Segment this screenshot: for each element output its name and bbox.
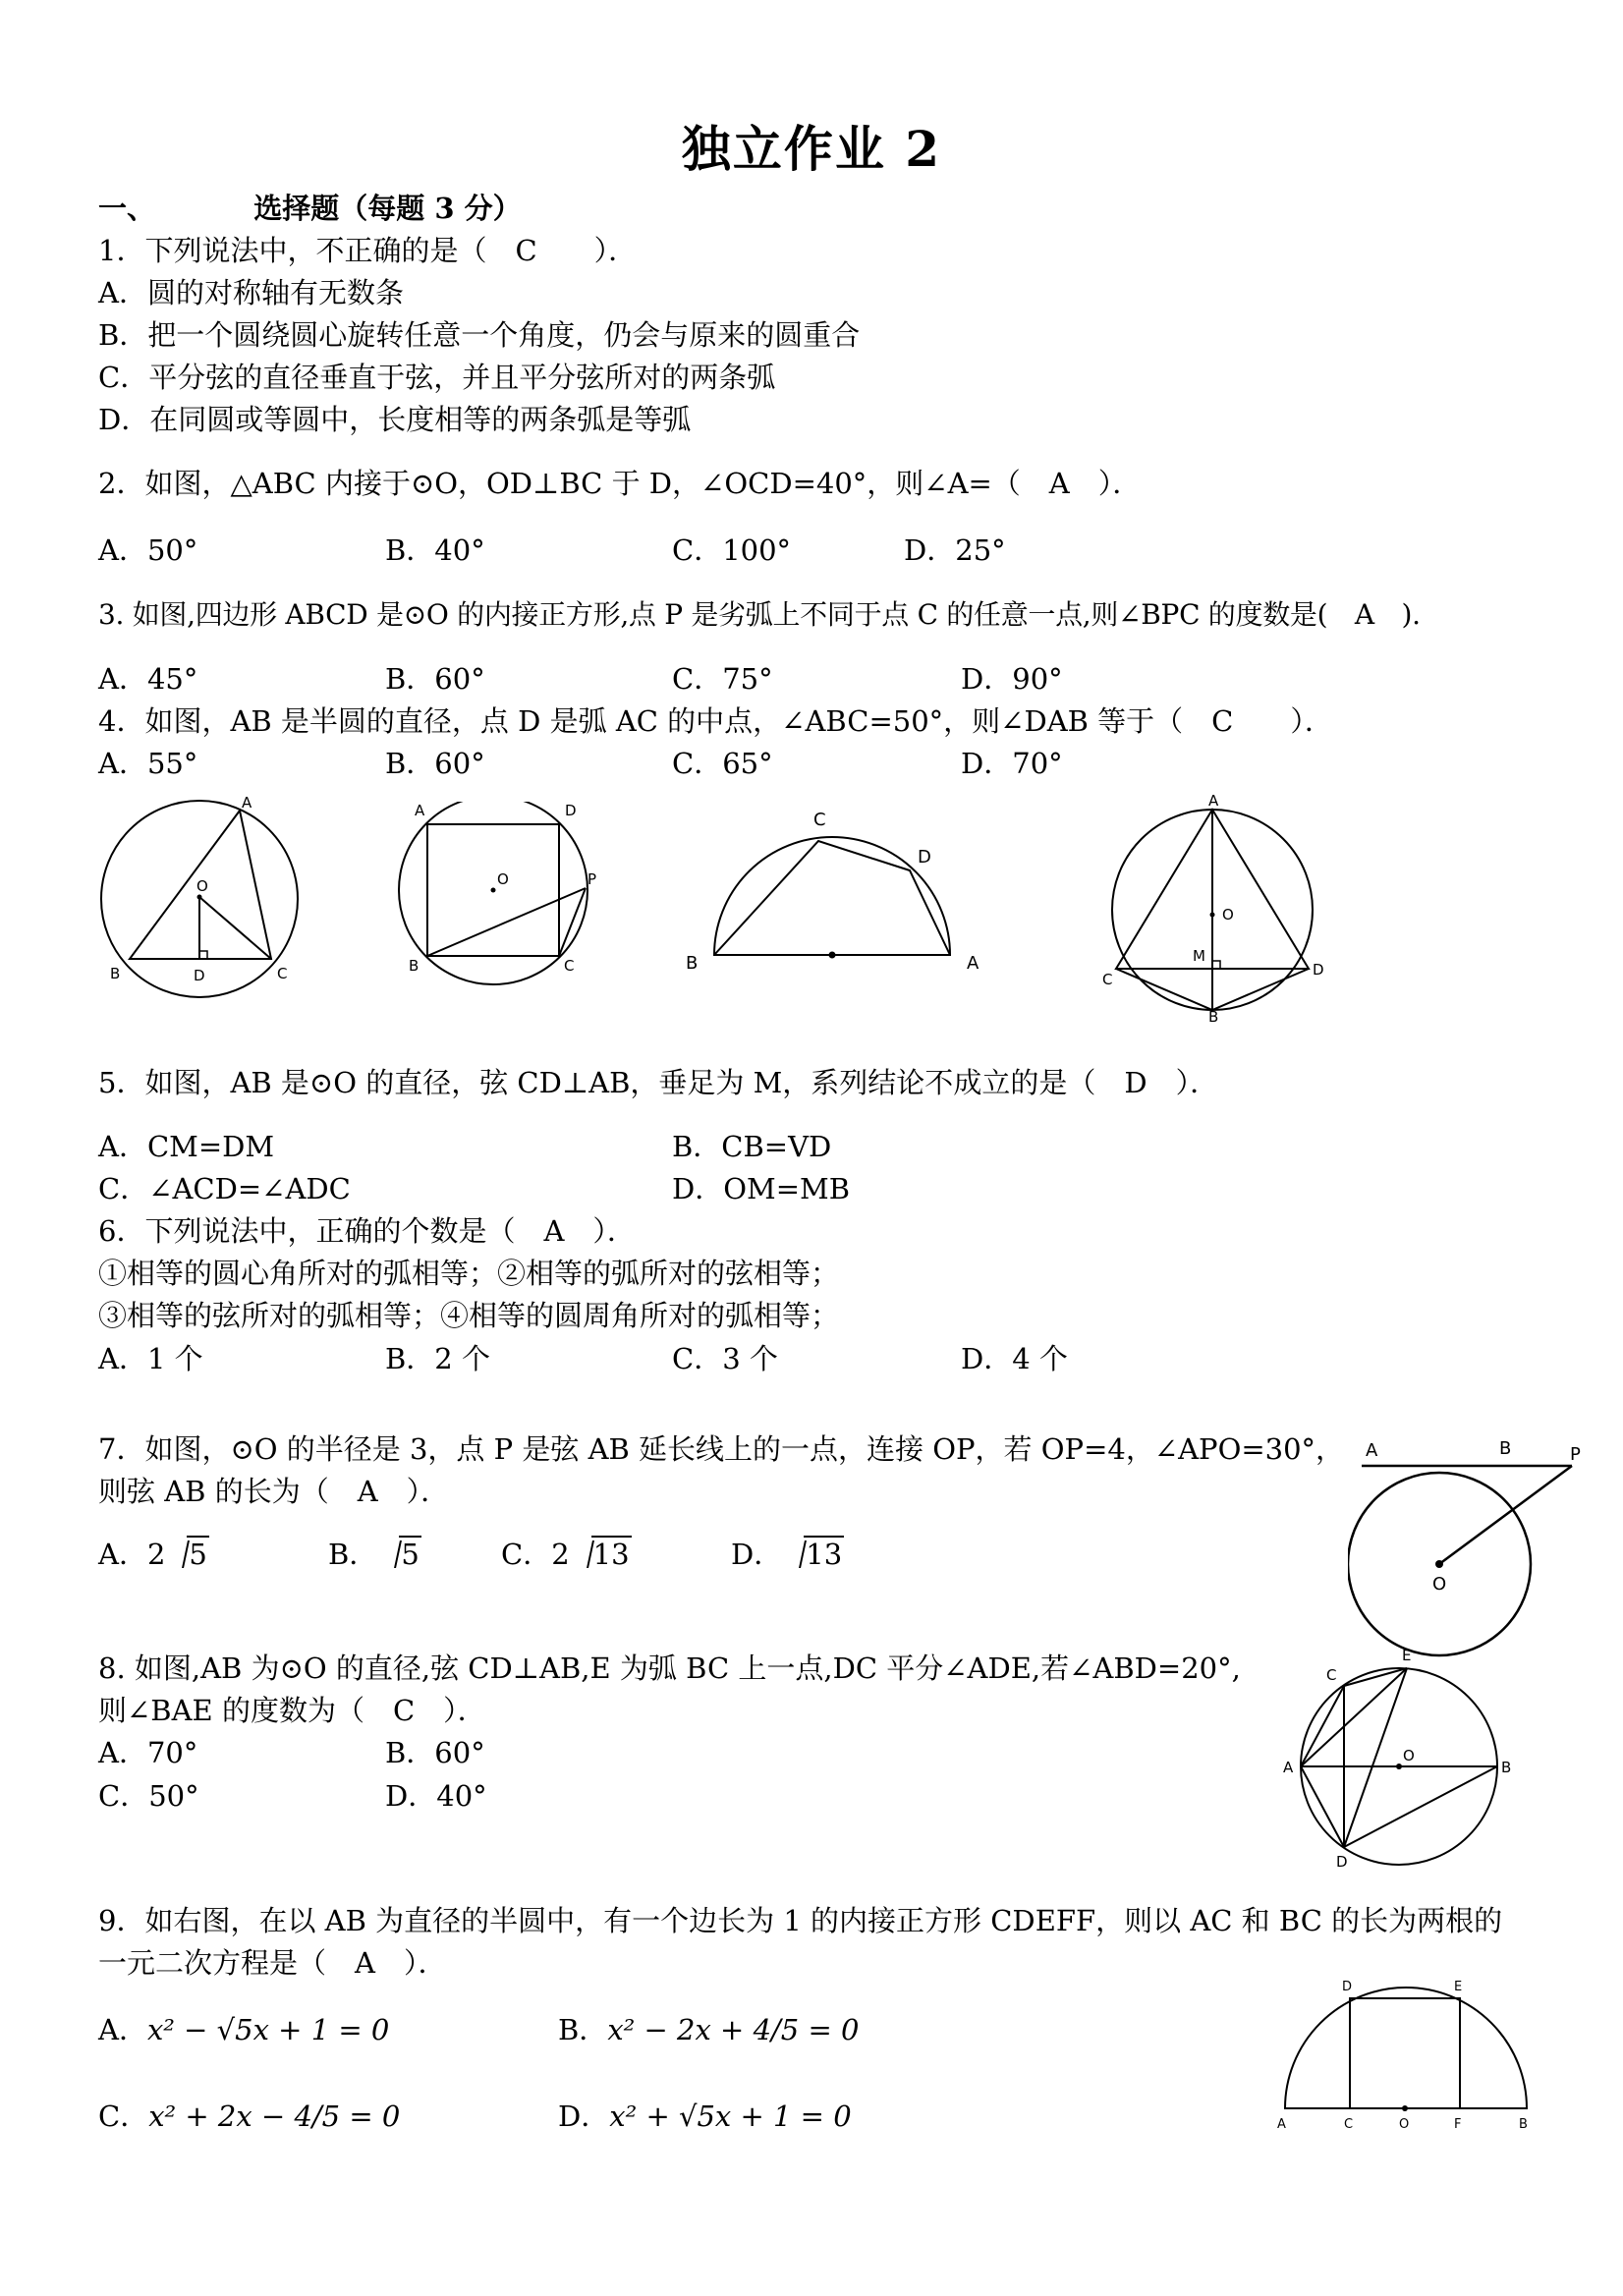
q7b-label: B． xyxy=(328,1538,378,1571)
q7a-label: A． xyxy=(98,1538,147,1571)
question-6-option-c: C．3 个 xyxy=(672,1342,778,1375)
sqrt-symbol xyxy=(782,1535,844,1574)
question-5-option-c: C．∠ACD=∠ADC xyxy=(98,1172,351,1205)
fig9-label-c: C xyxy=(1344,2117,1354,2132)
question-1-option-c: C．平分弦的直径垂直于弦，并且平分弦所对的两条弧 xyxy=(98,361,776,394)
fig2-label-c: C xyxy=(277,965,288,982)
fig5-label-b: B xyxy=(1208,1008,1219,1024)
question-6-option-a: A．1 个 xyxy=(98,1342,203,1375)
q7c-coef: 2 xyxy=(551,1538,570,1571)
section-heading xyxy=(98,189,522,228)
question-1-option-b: B．把一个圆绕圆心旋转任意一个角度，仍会与原来的圆重合 xyxy=(98,318,861,352)
fig3-label-o: O xyxy=(497,870,509,888)
section-label: 选择题（每题 3 分） xyxy=(253,192,522,225)
question-8-stem-1: 8. 如图,AB 为⊙O 的直径,弦 CD⊥AB,E 为弧 BC 上一点,DC 平分∠ADE,若∠ABD=20°, xyxy=(98,1652,1241,1685)
question-7-option-d xyxy=(731,1535,844,1574)
section-number: 一、 xyxy=(98,192,156,225)
question-2-stem: 2．如图，△ABC 内接于⊙O，OD⊥BC 于 D，∠OCD=40°，则∠A=（ A ）． xyxy=(98,467,1142,500)
fig7-label-o: O xyxy=(1432,1574,1447,1595)
figure-q8-circle xyxy=(1277,1645,1513,1880)
q7d-radicand: 13 xyxy=(806,1538,843,1571)
q7a-coef: 2 xyxy=(146,1538,166,1571)
fig3-label-a: A xyxy=(415,802,425,819)
q9c-equation: x² + 2x − 4/5 = 0 xyxy=(148,2100,401,2133)
fig4-label-a: A xyxy=(967,953,979,974)
fig3-label-d: D xyxy=(565,802,577,819)
fig8-label-b: B xyxy=(1501,1759,1512,1776)
question-8-option-c: C．50° xyxy=(98,1779,199,1813)
question-9-option-a xyxy=(98,2010,389,2049)
figure-q7-circle xyxy=(1348,1432,1597,1668)
fig2-label-b: B xyxy=(110,965,121,982)
question-5-option-b: B．CB=VD xyxy=(672,1130,832,1163)
fig9-label-d: D xyxy=(1342,1980,1353,1994)
question-4-option-c: C．65° xyxy=(672,747,773,780)
question-6-statements-1: ①相等的圆心角所对的弧相等；②相等的弧所对的弦相等； xyxy=(98,1257,840,1290)
question-4-stem: 4．如图，AB 是半圆的直径，点 D 是弧 AC 的中点，∠ABC=50°，则∠DAB 等于（ C ）． xyxy=(98,704,1333,738)
q7c-radicand: 13 xyxy=(592,1538,630,1571)
fig8-label-c: C xyxy=(1326,1666,1337,1684)
page-title: 独立作业 2 xyxy=(681,120,942,178)
question-1-stem: 1．下列说法中，不正确的是（ C ）． xyxy=(98,234,638,267)
question-7-option-a xyxy=(98,1535,209,1574)
fig5-label-a: A xyxy=(1208,792,1219,810)
fig7-label-a: A xyxy=(1366,1440,1378,1461)
fig5-label-m: M xyxy=(1193,947,1205,965)
question-5-option-d: D．OM=MB xyxy=(672,1172,851,1205)
sqrt-symbol xyxy=(570,1535,632,1574)
q9d-equation: x² + √5x + 1 = 0 xyxy=(609,2100,852,2133)
fig4-label-c: C xyxy=(813,810,826,830)
question-2-option-d: D．25° xyxy=(904,533,1006,567)
question-6-option-b: B．2 个 xyxy=(385,1342,490,1375)
fig8-label-d: D xyxy=(1336,1853,1348,1871)
figure-q2-circle xyxy=(94,794,305,1000)
question-8-option-d: D．40° xyxy=(385,1779,487,1813)
q9a-label: A． xyxy=(98,2013,147,2046)
figure-q5-circle xyxy=(1100,792,1328,1024)
question-2-option-c: C．100° xyxy=(672,533,792,567)
question-7-stem-1: 7．如图，⊙O 的半径是 3，点 P 是弦 AB 延长线上的一点，连接 OP，若 OP=4，∠APO=30°， xyxy=(98,1432,1345,1466)
fig4-label-d: D xyxy=(918,847,931,868)
question-8-option-a: A．70° xyxy=(98,1736,198,1769)
fig3-label-c: C xyxy=(564,957,575,975)
fig9-label-o: O xyxy=(1399,2117,1410,2132)
q7b-radicand: 5 xyxy=(401,1538,420,1571)
question-7-option-b xyxy=(328,1535,421,1574)
question-3-option-d: D．90° xyxy=(961,662,1063,696)
question-7-stem-2: 则弦 AB 的长为（ A ）． xyxy=(98,1475,450,1508)
question-9-option-d xyxy=(558,2097,852,2136)
question-4-option-a: A．55° xyxy=(98,747,198,780)
question-5-stem: 5．如图，AB 是⊙O 的直径，弦 CD⊥AB，垂足为 M，系列结论不成立的是（ D ）． xyxy=(98,1066,1219,1099)
fig5-label-c: C xyxy=(1102,971,1113,988)
fig8-label-e: E xyxy=(1402,1647,1412,1664)
q9c-label: C． xyxy=(98,2100,149,2133)
fig4-label-b: B xyxy=(686,953,699,974)
fig5-label-o: O xyxy=(1222,906,1234,924)
fig7-label-p: P xyxy=(1570,1444,1581,1465)
fig2-label-a: A xyxy=(242,794,252,812)
question-3-option-a: A．45° xyxy=(98,662,198,696)
question-8-option-b: B．60° xyxy=(385,1736,485,1769)
fig3-label-p: P xyxy=(588,870,597,888)
figure-q3-square-in-circle xyxy=(395,802,599,988)
q9d-label: D． xyxy=(558,2100,610,2133)
question-1-option-a: A．圆的对称轴有无数条 xyxy=(98,276,404,309)
question-4-option-d: D．70° xyxy=(961,747,1063,780)
fig3-label-b: B xyxy=(409,957,420,975)
q9a-equation: x² − √5x + 1 = 0 xyxy=(146,2013,390,2046)
q7d-label: D． xyxy=(731,1538,783,1571)
fig7-label-b: B xyxy=(1499,1438,1512,1459)
question-2-option-b: B．40° xyxy=(385,533,485,567)
fig8-label-o: O xyxy=(1403,1747,1415,1764)
question-3-option-b: B．60° xyxy=(385,662,485,696)
fig8-label-a: A xyxy=(1283,1759,1294,1776)
fig9-label-a: A xyxy=(1277,2117,1286,2132)
fig2-label-o: O xyxy=(196,877,208,895)
q9b-equation: x² − 2x + 4/5 = 0 xyxy=(607,2013,860,2046)
question-7-option-c xyxy=(501,1535,632,1574)
question-2-option-a: A．50° xyxy=(98,533,198,567)
q9b-label: B． xyxy=(558,2013,608,2046)
question-5-option-a: A．CM=DM xyxy=(98,1130,275,1163)
figure-q4-semicircle xyxy=(678,804,992,979)
question-6-option-d: D．4 个 xyxy=(961,1342,1068,1375)
question-3-stem: 3. 如图,四边形 ABCD 是⊙O 的内接正方形,点 P 是劣弧上不同于点 C 的任意一点,则∠BPC 的度数是( A ). xyxy=(98,598,1421,631)
question-3-option-c: C．75° xyxy=(672,662,773,696)
fig9-label-f: F xyxy=(1454,2117,1462,2132)
question-9-option-b xyxy=(558,2010,859,2049)
fig9-label-b: B xyxy=(1519,2117,1528,2132)
question-9-option-c xyxy=(98,2097,400,2136)
sqrt-symbol xyxy=(165,1535,208,1574)
fig2-label-d: D xyxy=(194,967,205,984)
question-9-stem-2: 一元二次方程是（ A ）． xyxy=(98,1946,447,1980)
question-6-stem: 6．下列说法中，正确的个数是（ A ）． xyxy=(98,1214,636,1248)
figure-q9-semicircle xyxy=(1267,1977,1544,2134)
question-1-option-d: D．在同圆或等圆中，长度相等的两条弧是等弧 xyxy=(98,403,692,436)
question-8-stem-2: 则∠BAE 的度数为（ C ）． xyxy=(98,1694,486,1727)
fig9-label-e: E xyxy=(1454,1980,1463,1994)
question-4-option-b: B．60° xyxy=(385,747,485,780)
fig5-label-d: D xyxy=(1313,961,1324,979)
sqrt-symbol xyxy=(377,1535,420,1574)
question-9-stem-1: 9．如右图，在以 AB 为直径的半圆中，有一个边长为 1 的内接正方形 CDEFF，则以 AC 和 BC 的长为两根的 xyxy=(98,1904,1503,1937)
question-6-statements-2: ③相等的弦所对的弧相等；④相等的圆周角所对的弧相等； xyxy=(98,1299,840,1332)
q7c-label: C． xyxy=(501,1538,552,1571)
q7a-radicand: 5 xyxy=(189,1538,207,1571)
